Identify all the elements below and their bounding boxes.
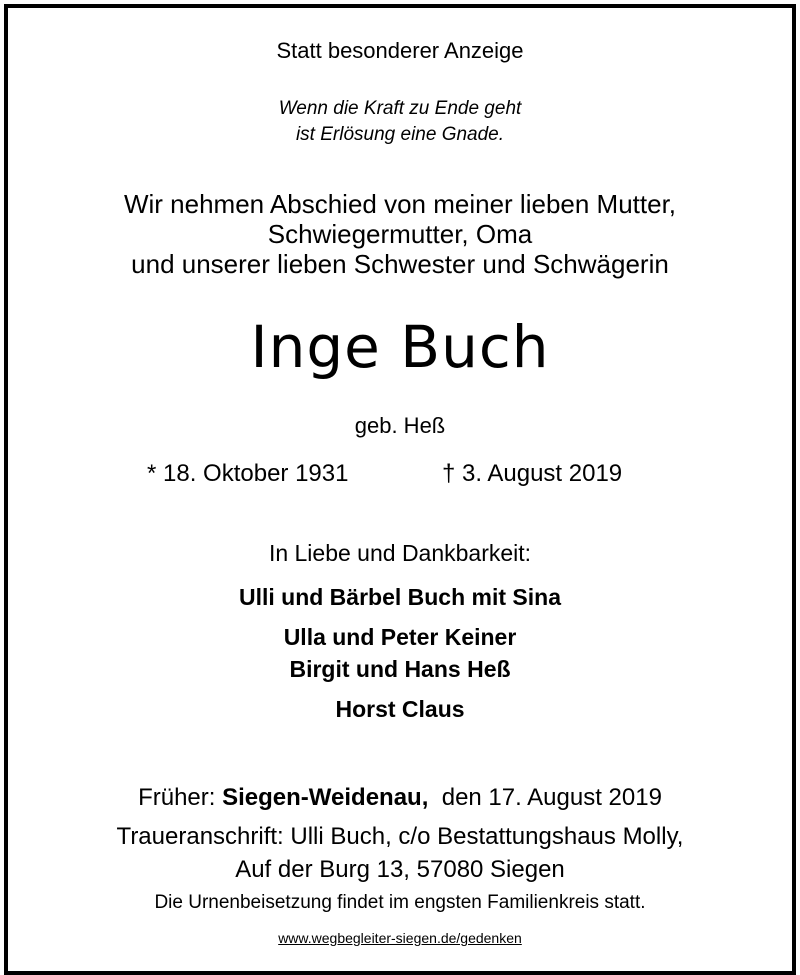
condolence-address — [8, 820, 792, 886]
gratitude-line: In Liebe und Dankbarkeit: — [268, 540, 532, 566]
obituary-notice — [4, 4, 796, 975]
mourner-3: Birgit und Hans Heß — [289, 656, 511, 682]
farewell-text — [8, 189, 792, 279]
verse — [8, 96, 792, 148]
maiden-name: geb. Heß — [354, 413, 446, 438]
place-date-line — [8, 784, 792, 812]
verse-line-2: ist Erlösung eine Gnade. — [295, 124, 505, 145]
address-line-2: Auf der Burg 13, 57080 Siegen — [235, 856, 565, 883]
mourner-4: Horst Claus — [335, 696, 465, 722]
mourner-1: Ulli und Bärbel Buch mit Sina — [238, 584, 562, 610]
birth-date: * 18. Oktober 1931 — [147, 460, 349, 487]
place-name: Siegen-Weidenau, — [222, 784, 429, 811]
address-line-1: Traueranschrift: Ulli Buch, c/o Bestattungshaus Molly, — [116, 823, 684, 850]
verse-line-1: Wenn die Kraft zu Ende geht — [278, 98, 522, 119]
intro-heading: Statt besonderer Anzeige — [276, 38, 524, 63]
death-date: † 3. August 2019 — [442, 460, 623, 487]
mourner-2: Ulla und Peter Keiner — [283, 624, 517, 650]
farewell-line-2: Schwiegermutter, Oma — [267, 219, 533, 249]
notice-date: den 17. August 2019 — [441, 784, 662, 811]
farewell-line-1: Wir nehmen Abschied von meiner lieben Mutter, — [123, 189, 677, 219]
place-prefix: Früher: — [138, 784, 223, 811]
deceased-name: Inge Buch — [250, 313, 550, 381]
memorial-website-link[interactable]: www.wegbegleiter-siegen.de/gedenken — [278, 930, 522, 946]
farewell-line-3: und unserer lieben Schwester und Schwägerin — [131, 249, 669, 279]
burial-note: Die Urnenbeisetzung findet im engsten Familienkreis statt. — [154, 892, 646, 913]
